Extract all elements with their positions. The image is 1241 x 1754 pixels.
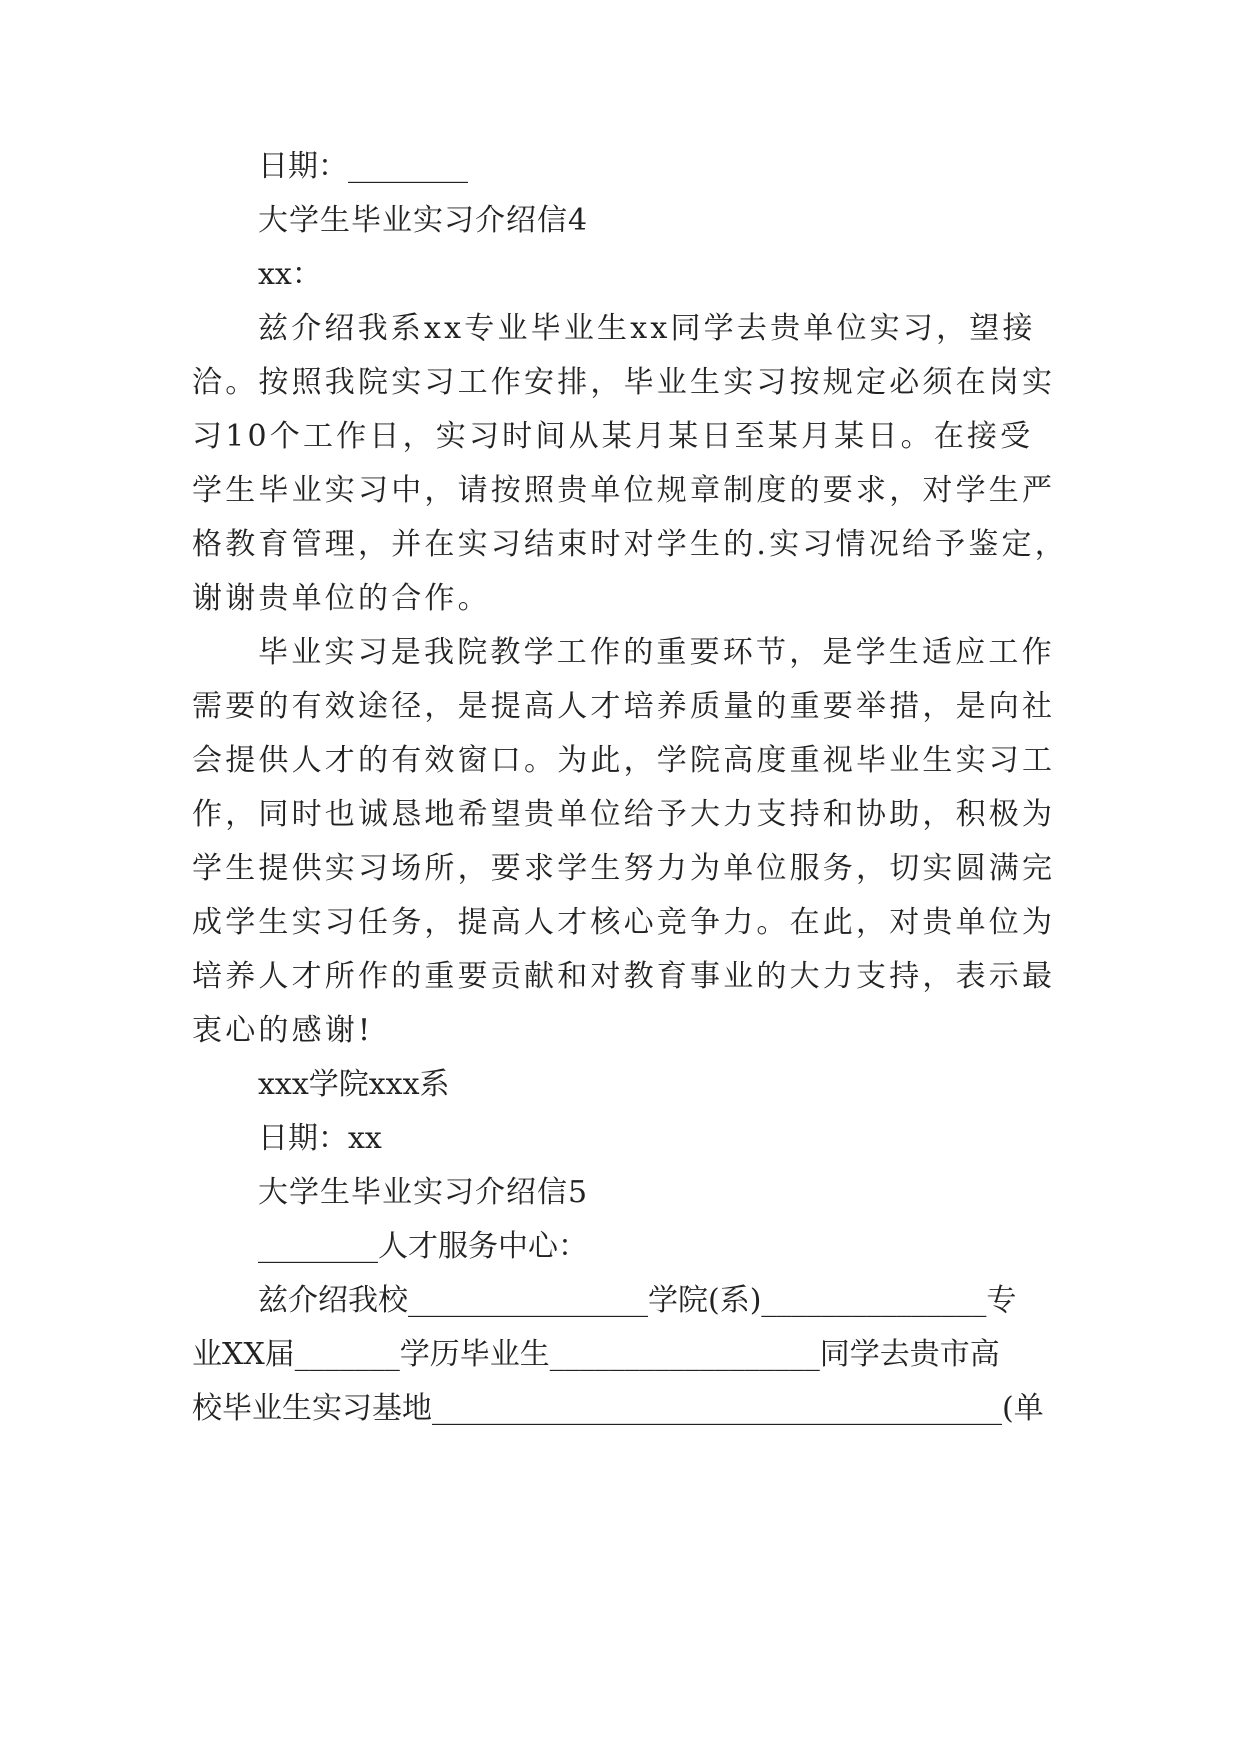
date-line-1: 日期：________ (258, 149, 468, 184)
paragraph-line: 学生毕业实习中，请按照贵单位规章制度的要求，对学生严 (192, 473, 1056, 508)
paragraph-line: 培养人才所作的重要贡献和对教育事业的大力支持，表示最 (192, 959, 1056, 994)
paragraph-line: 作，同时也诚恳地希望贵单位给予大力支持和协助，积极为 (192, 797, 1056, 832)
paragraph-line: 兹介绍我系xx专业毕业生xx同学去贵单位实习，望接 (258, 311, 1036, 346)
paragraph-line: 毕业实习是我院教学工作的重要环节，是学生适应工作 (258, 635, 1055, 670)
paragraph-line: 需要的有效途径，是提高人才培养质量的重要举措，是向社 (192, 689, 1056, 724)
letter-title-4: 大学生毕业实习介绍信4 (258, 203, 589, 238)
paragraph-line: 业XX届_______学历毕业生__________________同学去贵市高 (192, 1337, 1000, 1372)
letter-title-5: 大学生毕业实习介绍信5 (258, 1175, 589, 1210)
paragraph-line: 衷心的感谢! (192, 1013, 374, 1048)
paragraph-line: 兹介绍我校________________学院(系)_______________专 (258, 1283, 1017, 1318)
paragraph-line: 谢谢贵单位的合作。 (192, 581, 491, 616)
date-line-2: 日期：xx (258, 1121, 382, 1156)
paragraph-line: 习10个工作日，实习时间从某月某日至某月某日。在接受 (192, 419, 1034, 454)
paragraph-line: 校毕业生实习基地______________________________________(单 (192, 1391, 1044, 1426)
salutation-4: xx： (258, 257, 322, 292)
paragraph-line: 洽。按照我院实习工作安排，毕业生实习按规定必须在岗实 (192, 365, 1056, 400)
paragraph-line: 成学生实习任务，提高人才核心竞争力。在此，对贵单位为 (192, 905, 1056, 940)
paragraph-line: 会提供人才的有效窗口。为此，学院高度重视毕业生实习工 (192, 743, 1056, 778)
paragraph-line: 格教育管理，并在实习结束时对学生的.实习情况给予鉴定， (192, 527, 1068, 562)
salutation-5: ________人才服务中心： (258, 1229, 588, 1264)
paragraph-line: 学生提供实习场所，要求学生努力为单位服务，切实圆满完 (192, 851, 1056, 886)
signature-line: xxx学院xxx系 (258, 1067, 450, 1102)
